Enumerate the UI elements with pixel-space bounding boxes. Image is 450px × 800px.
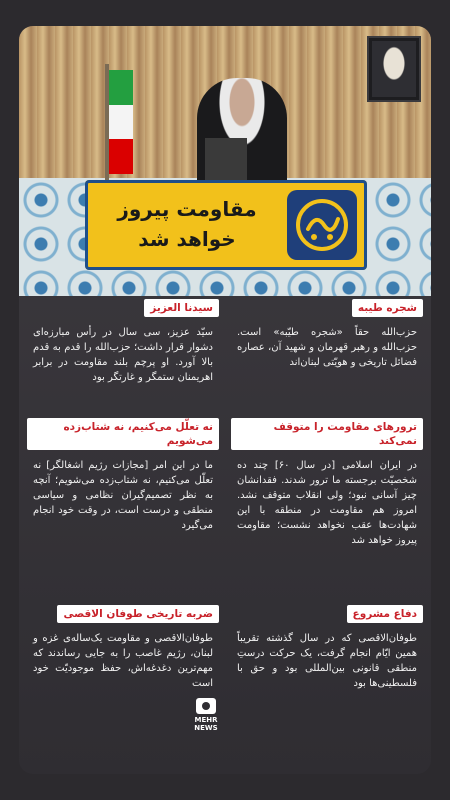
section-heading: نه تعلّل می‌کنیم، نه شتاب‌زده می‌شویم (27, 418, 219, 450)
portrait-image (372, 41, 416, 97)
section-assassinations (231, 418, 423, 548)
section-body: در ایران اسلامی [در سال ۶۰] چند ده شخصیّت برجسته ما ترور شدند. فقدانشان چیز آسانی نبود؛ ولی انقلاب متوقف نشد. امروز هم مقاومت در منطقه با این شهادت‌ها عقب نخواهد نشست؛ مقاومت پیروز خواهد شد (237, 460, 417, 546)
section-no-delay (27, 418, 219, 533)
section-heading: شجره طیبه (352, 299, 423, 317)
mehr-news-logo-icon (196, 698, 216, 714)
mehr-news-logo (188, 698, 224, 738)
iran-flag (109, 70, 133, 174)
section-body: حزب‌الله حقاً «شجره طیّبه» است. حزب‌الله و رهبر قهرمان و شهید آن، عصاره فضائل تاریخی و هویّتی لبنان‌اند (237, 327, 417, 368)
section-body: طوفان‌الاقصی و مقاومت یک‌ساله‌ی غزه و لبنان، رژیم غاصب را به جایی رساندند که مهم‌ترین دغدغه‌اش، حفظ موجودیّت خود است (33, 633, 213, 689)
section-heading: ترورهای مقاومت را متوقف نمی‌کند (231, 418, 423, 450)
section-body: ما در این امر [مجازات رژیم اشغالگر] نه تعلّل می‌کنیم، نه شتاب‌زده می‌شویم؛ آنچه به نظر تصمیم‌گیران نظامی و سیاسی منطقی و درست است، در وقت خود انجام می‌گیرد (33, 460, 213, 531)
section-historic-blow (27, 602, 219, 691)
section-body: طوفان‌الاقصی که در سال گذشته تقریباً همین ایّام انجام گرفت، یک حرکت درستِ منطقی قانونی بین‌المللی بود و حق با فلسطینی‌ها بود (237, 633, 417, 689)
title-banner (85, 180, 367, 270)
section-heading: دفاع مشروع (347, 605, 423, 623)
banner-title: مقاومت پیروز خواهد شد (117, 197, 257, 251)
section-tree (231, 296, 423, 370)
section-sayyid (27, 296, 219, 385)
section-legitimate-defense (231, 602, 423, 691)
portrait-frame (367, 36, 421, 102)
logo-text: MEHR NEWS (194, 716, 218, 732)
section-heading: سیدنا العزیز (144, 299, 219, 317)
header-photo (19, 26, 431, 296)
section-heading: ضربه تاریخی طوفان الاقصی (57, 605, 219, 623)
section-body: سیّد عزیز، سی سال در رأس مبارزه‌ای دشوار قرار داشت؛ حزب‌الله را قدم به قدم بالا آورد. او پرچم بلند مقاومت در برابر اهریمنان ستمگر و غارتگر بود (33, 327, 213, 383)
infographic-card (19, 26, 431, 774)
friday-sermon-logo-icon (287, 190, 357, 260)
